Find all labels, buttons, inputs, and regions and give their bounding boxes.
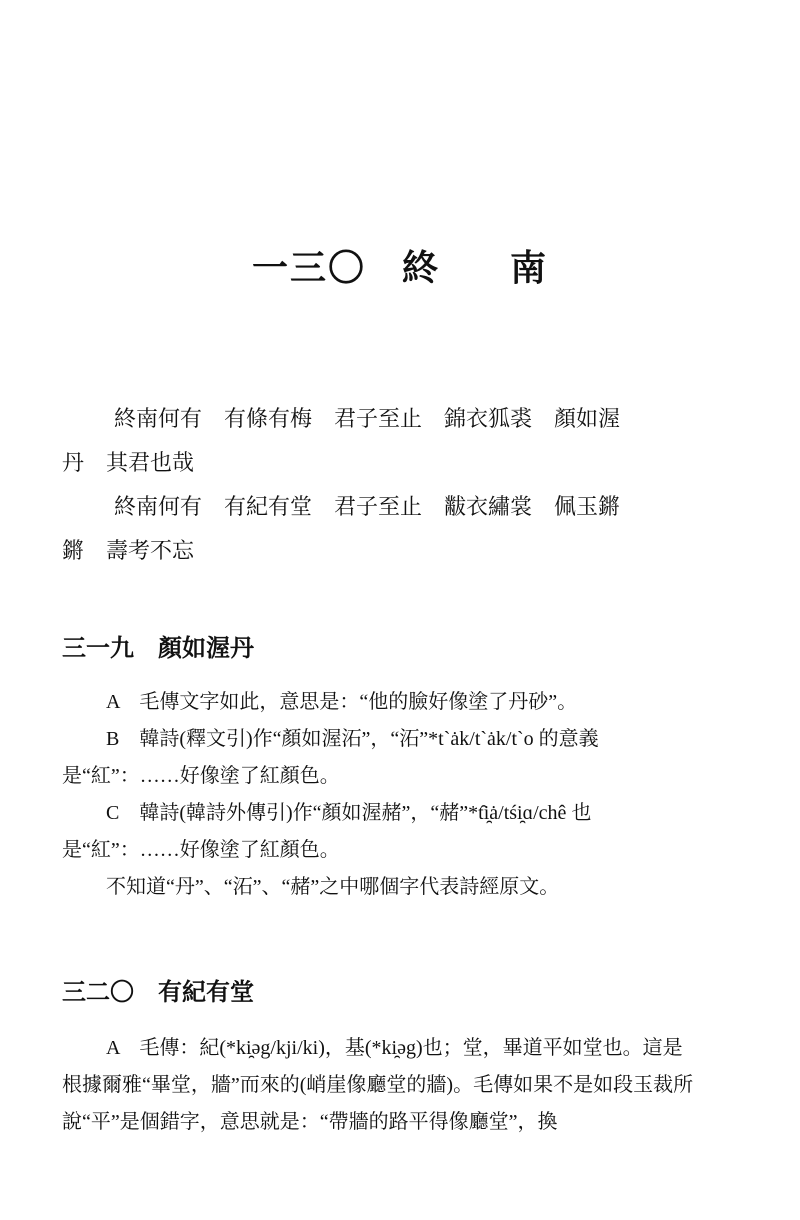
section-title: 顏如渥丹: [158, 634, 254, 662]
paragraph: B 韓詩(釋文引)作“顏如渥沰”，“沰”*t`ȧk/t`ȧk/t`o 的意義是“紅”：……好像塗了紅顏色。: [62, 728, 599, 787]
chapter-title: [0, 240, 800, 291]
chapter-title-char-1: 終: [401, 248, 440, 289]
section-body: [62, 684, 698, 906]
section-number: 三一九: [62, 634, 134, 662]
section-heading: [62, 972, 254, 1007]
section-body: [62, 1030, 698, 1141]
paragraph: A 毛傳文字如此，意思是：“他的臉好像塗了丹砂”。: [106, 691, 578, 713]
paragraph: C 韓詩(韓詩外傳引)作“顏如渥赭”，“赭”*t̑i̯ȧ/tśi̯ɑ/chê 也是“紅”：……好像塗了紅顏色。: [62, 802, 592, 861]
chapter-title-char-2: 南: [510, 248, 549, 289]
poem-line: 終南何有 有條有梅 君子至止 錦衣狐裘 顏如渥: [114, 407, 621, 432]
section-title: 有紀有堂: [158, 978, 254, 1006]
poem-line: 終南何有 有紀有堂 君子至止 黻衣繡裳 佩玉鏘: [114, 495, 621, 520]
paragraph: 不知道“丹”、“沰”、“赭”之中哪個字代表詩經原文。: [106, 876, 560, 898]
poem-line: 鏘 壽考不忘: [62, 539, 195, 564]
poem-text: [62, 398, 702, 574]
section-heading: [62, 628, 254, 663]
section-number: 三二〇: [62, 978, 134, 1006]
paragraph: A 毛傳：紀(*ki̯əg/kji/ki)，基(*ki̯əg)也；堂，畢道平如堂也。這是根據爾雅“畢堂，牆”而來的(峭崖像廳堂的牆)。毛傳如果不是如段玉裁所說“平”是個錯字，意思就是：“帶牆的路平得像廳堂”，換: [62, 1037, 694, 1133]
poem-line: 丹 其君也哉: [62, 451, 195, 476]
chapter-number: 一三〇: [251, 248, 366, 289]
